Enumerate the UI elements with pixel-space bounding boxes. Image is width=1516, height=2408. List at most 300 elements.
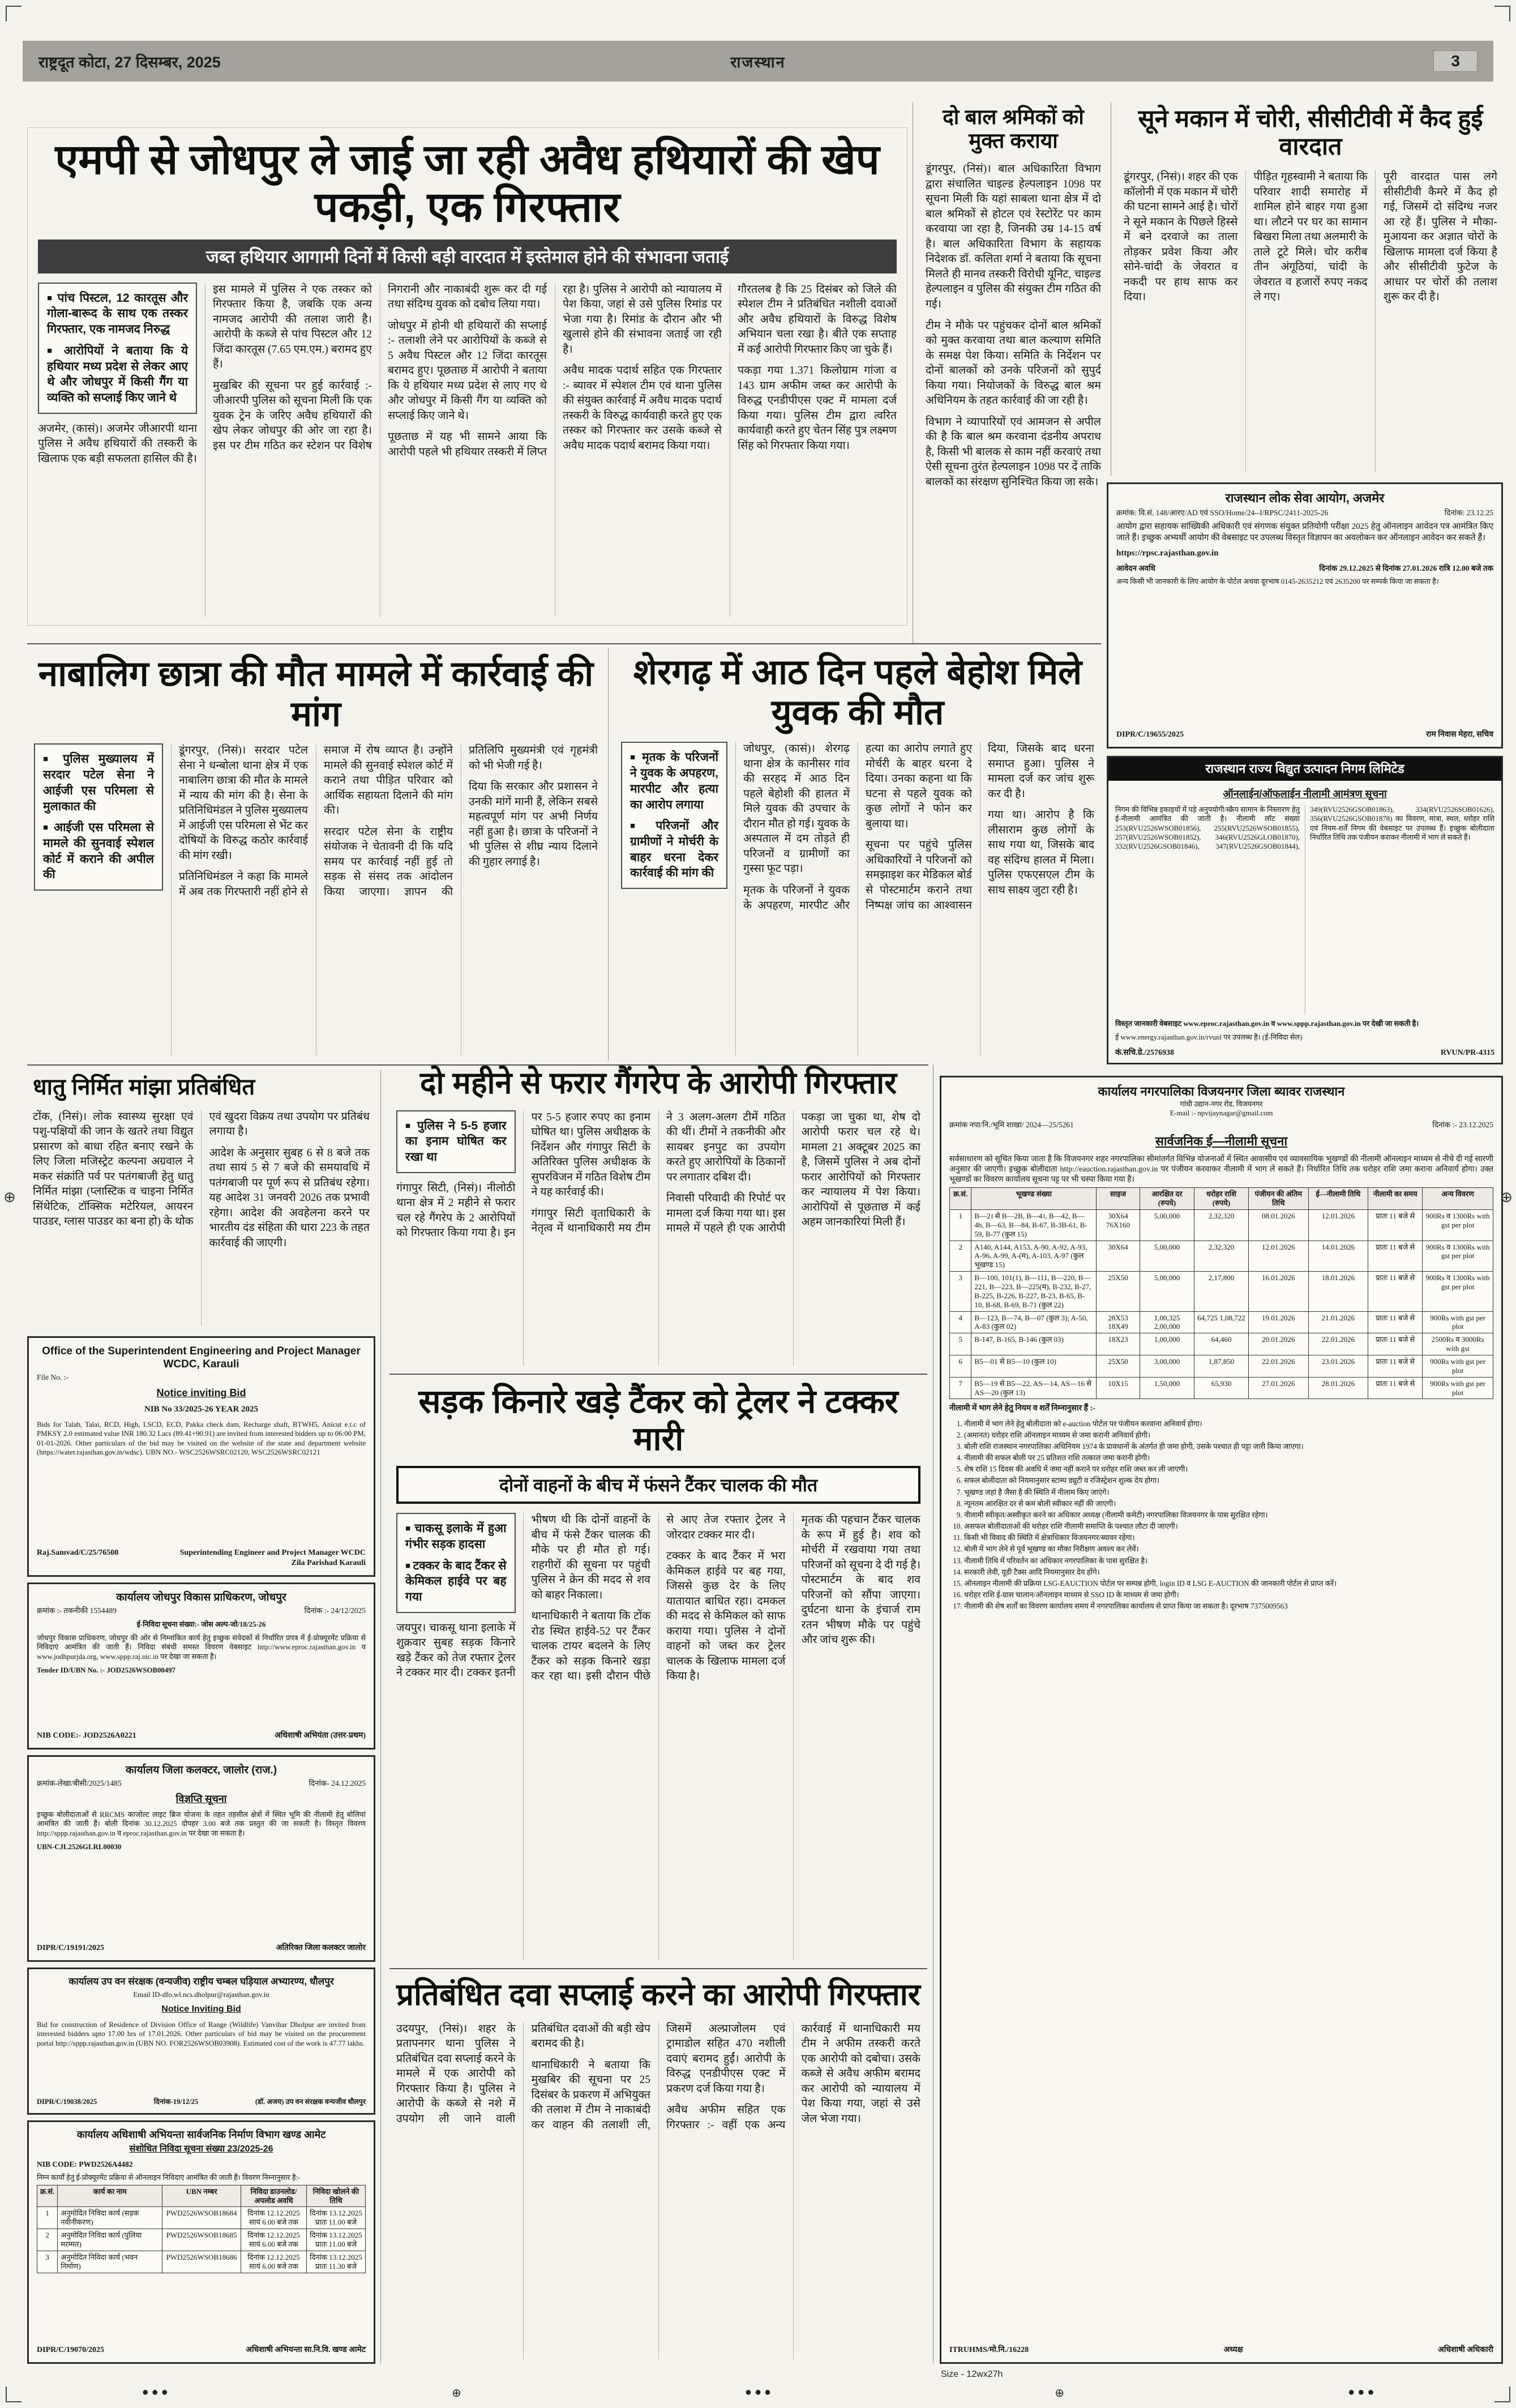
headline-tanker: सड़क किनारे खड़े टैंकर को ट्रेलर ने टक्कर मारी [418, 1383, 898, 1458]
masthead-right [998, 50, 1478, 72]
article-body [38, 283, 897, 617]
table-cell: 19.01.2026 [1248, 1311, 1308, 1333]
table-cell: PWD2526WSOB18686 [162, 2251, 241, 2273]
table-row [950, 1272, 1493, 1311]
highlight-box [396, 1513, 516, 1613]
table-cell: 7 [950, 1377, 971, 1399]
term-item: 7. भूखण्ड जहां है जैसा है की स्थिति में नीलाम किए जाएंगे। [964, 1487, 1493, 1497]
period-label: आवेदन अवधि [1116, 563, 1155, 572]
table-cell: 3 [950, 1272, 971, 1311]
nib-number: NIB CODE:- JOD2526A0221 [37, 1731, 136, 1740]
table-cell: 65,930 [1194, 1377, 1248, 1399]
table-cell: प्रातः 11 बजे से [1368, 1241, 1423, 1272]
signature-right: अधिशाषी अधिकारी [1438, 2345, 1493, 2354]
term-item: 1. नीलामी में भाग लेने हेतु बोलीदाता को e-auction पोर्टल पर पंजीयन करवाना अनिवार्य होगा। [964, 1419, 1493, 1428]
notice-dholpur [27, 1968, 375, 2115]
notice-meta [1116, 508, 1493, 518]
table-cell: 5,00,000 [1140, 1241, 1194, 1272]
notice-header: कार्यालय जिला कलक्टर, जालोर (राज.) [125, 1764, 277, 1776]
bullet-point: ■ टक्कर के बाद टैंकर से केमिकल हाईवे पर बह गया [405, 1558, 507, 1605]
notice-title: संशोधित निविदा सूचना संख्या 23/2025-26 [129, 2144, 273, 2154]
table-cell: प्रातः 11 बजे से [1368, 1355, 1423, 1378]
term-item: 4. नीलामी की सफल बोली पर 25 प्रतिशत राशि तत्काल जमा करानी होगी। [964, 1453, 1493, 1462]
notice-meta [37, 1778, 366, 1789]
article-manjha [27, 1070, 375, 1331]
notice-footer [37, 1940, 366, 1953]
notice-meta [37, 2159, 366, 2170]
table-cell: दिनांक 12.12.2025 सायं 6.00 बजे तक [241, 2229, 307, 2251]
headline-weapons: एमपी से जोधपुर ले जाई जा रही अवैध हथियारों की खेप पकड़ी, एक गिरफ्तार [55, 136, 880, 231]
table-cell: 3,00,000 [1140, 1355, 1194, 1378]
signature: (डॉ. अजय) उप वन संरक्षक वन्यजीव धौलपुर [255, 2097, 366, 2106]
bullet-point: ■ आरोपियों ने बताया कि ये हथियार मध्य प्रदेश से लेकर आए थे और जोधपुर में किसी गैंग या व्यक्ति को सप्लाई किए जाने थे [47, 343, 188, 406]
notice-inner [1108, 781, 1501, 1063]
article-weapons [27, 127, 907, 626]
table-cell: 2,32,320 [1194, 1210, 1248, 1241]
registration-mark: ⊕ [1055, 2387, 1065, 2400]
auction-table [949, 1187, 1493, 1399]
ref-number: क्रमांक :- तकनीकी 1554489 [37, 1606, 117, 1615]
paragraph: पकड़ा गया 1.371 किलोग्राम गांजा व 143 ग्राम अफीम जब्त कर आरोपी के विरुद्ध एनडीपीएस एक्ट में मामला दर्ज किया गया। पुलिस टीम द्वारा त्वरित कार्यवाही करते हुए चेतन सिंह पुत्र लक्ष्मण सिंह को गिरफ्तार किया गया। [738, 365, 897, 452]
paragraph: प्रतिनिधिमंडल ने कहा कि मामले में अब तक गिरफ्तारी नहीं होने से समाज में रोष व्याप्त है। उन्होंने मामले की सुनवाई स्पेशल कोर्ट में कराने तथा पीड़ित परिवार को आर्थिक सहायता दिलाने की मांग की। [179, 745, 453, 898]
table-cell: अनुमोदित निविदा कार्य (भवन निर्माण) [58, 2251, 162, 2273]
table-cell: 5 [950, 1333, 971, 1355]
table-row [950, 1311, 1493, 1333]
table-cell: 900Rs व 1300Rs with gst per plot [1423, 1241, 1493, 1272]
table-cell: 18.01.2026 [1308, 1272, 1368, 1311]
file-number: File No. :- [37, 1373, 68, 1382]
page-number: 3 [1433, 50, 1478, 72]
table-cell: दिनांक 12.12.2025 सायं 6.00 बजे तक [241, 2251, 307, 2273]
paragraph: अवैध मादक पदार्थ सहित एक गिरफ्तार :- ब्यावर में स्पेशल टीम एवं थाना पुलिस की संयुक्त कार्रवाई में अवैध मादक पदार्थ तस्करी के विरुद्ध कार्यवाही करते हुए एक तस्कर को गिरफ्तार कर उसके कब्जे से अवैध मादक पदार्थ बरामद किया गया। [563, 365, 722, 452]
article-body [1124, 170, 1497, 472]
paragraph: निवासी परिवादी की रिपोर्ट पर मामला दर्ज किया गया था। इस मामले में पहले ही एक आरोपी पकड़ा जा चुका था, शेष दो आरोपी फरार चल रहे थे। मामला 21 अक्टूबर 2025 का है, जिसमें पुलिस ने अब दोनों फरार आरोपियों को गिरफ्तार कर न्यायालय में पेश किया। आरोपियों से पूछताछ में कई अहम जानकारियां मिली हैं। [666, 1111, 920, 1235]
table-cell: दिनांक 13.12.2025 प्रातः 11.00 बजे [306, 2207, 365, 2229]
terms-heading: नीलामी में भाग लेने हेतु नियम व शर्तें निम्नानुसार हैं :- [949, 1404, 1095, 1413]
table-cell: 6 [950, 1355, 971, 1378]
notice-title: विज्ञप्ति सूचना [175, 1793, 227, 1804]
bullet-point: ■ पुलिस मुख्यालय में सरदार पटेल सेना ने आईजी एस परिमला से मुलाकात की [43, 751, 154, 814]
subhead-tanker: दोनों वाहनों के बीच में फंसने टैंकर चालक की मौत [396, 1466, 920, 1504]
notice-title: Notice Inviting Bid [161, 2004, 241, 2014]
notice-vijaynagar [940, 1076, 1503, 2364]
ref-number: कं.सचि.ग्रे./2576938 [1115, 1048, 1175, 1057]
nib-number: NIB No 33/2025-26 YEAR 2025 [144, 1405, 259, 1414]
notice-footer [37, 2342, 366, 2355]
email-line: E-mail :- npvijaynagar@gmail.com [1170, 1109, 1273, 1118]
table-row [37, 2207, 366, 2229]
notice-header: कार्यालय नगरपालिका विजयनगर जिला ब्यावर राजस्थान [1098, 1084, 1345, 1098]
notice-footer [37, 1727, 366, 1741]
table-cell: 2,32,320 [1194, 1241, 1248, 1272]
table-cell: 23.01.2026 [1308, 1355, 1368, 1378]
portal-url: https://rpsc.rajasthan.gov.in [1116, 549, 1219, 558]
column-header: UBN नम्बर [162, 2185, 241, 2207]
signature: Superintending Engineer and Project Manager WCDC Zila Parishad Karauli [179, 1548, 366, 1567]
notice-body: Bid for construction of Residence of Division Office of Range (Wildlife) Vanvihar Dholpur are invited from interested bidders upto 17.00 hrs of 17.01.2026. Other particulars of bid may be visited on the procurement portal http://sppp.rajasthan.gov.in (UBN NO. FOR2526WSOB03908). Estimated cost of the work is 47.77 lakhs. [37, 2020, 366, 2047]
table-cell: 30X64 76X160 [1097, 1210, 1140, 1241]
notice-date: दिनांक :- 23.12.2025 [1432, 1120, 1493, 1129]
table-cell: 64,725 1,08,722 [1194, 1311, 1248, 1333]
column-header: आरक्षित दर (रुपये) [1140, 1188, 1194, 1210]
headline-gangrape: दो महीने से फरार गैंगरेप के आरोपी गिरफ्तार [419, 1066, 897, 1100]
table-header-row [950, 1188, 1493, 1210]
signature: अधिशाषी अभियंता (उत्तर-प्रथम) [274, 1731, 366, 1740]
notice-body: निगम की विभिन्न इकाइयों में पड़े अनुपयोगी/स्क्रैप सामान के निस्तारण हेतु ई-नीलामी आमंत्रित की जाती है। नीलामी लॉट संख्या 253(RVU2526WSOB01856), 255(RVU2526WSOB01855), 257(RVU2526WSOB01852), 346(RVU2526GLOB01870), 332(RVU2526GSOB01846), 347(RVU2526GSOB01844), 349(RVU2526GSOB01863), 334(RVU2526SOB01626), 356(RVU2526GSOB01878) का विवरण, मात्रा, स्थल, धरोहर राशि एवं नियम-शर्तें निगम की वेबसाइट पर उपलब्ध हैं। इच्छुक बोलीदाता निर्धारित तिथि तक पंजीयन कराकर नीलामी में भाग ले सकते हैं। [1115, 805, 1494, 851]
table-cell: दिनांक 12.12.2025 सायं 6.00 बजे तक [241, 2207, 307, 2229]
notice-meta [37, 1372, 366, 1383]
table-row [950, 1210, 1493, 1241]
term-item: 16. धरोहर राशि ई-ग्रास चालान/ऑनलाइन माध्यम से SSO ID के माध्यम से जमा होगी। [964, 1590, 1493, 1599]
registration-mark: ⊕ [3, 1189, 16, 1205]
paragraph: गंगापुर सिटी वृताधिकारी के नेतृत्व में थानाधिकारी मय टीम ने 3 अलग-अलग टीमें गठित की थीं। टीमों ने तकनीकी और सायबर इनपुट का उपयोग करते हुए आरोपियों के ठिकानों पर लगातार दबिश दी। [531, 1111, 786, 1235]
masthead-region: राजस्थान [730, 53, 786, 71]
table-cell: 5,00,000 [1140, 1272, 1194, 1311]
table-cell: 1 [37, 2207, 58, 2229]
column-header: धरोहर राशि (रुपये) [1194, 1188, 1248, 1210]
column-header: नीलामी का समय [1368, 1188, 1423, 1210]
table-cell: 2500Rs व 3000Rs with gst [1423, 1333, 1493, 1355]
masthead-edition: राष्ट्रदूत कोटा, 27 दिसम्बर, 2025 [38, 53, 221, 71]
table-cell: PWD2526WSOB18684 [162, 2207, 241, 2229]
table-cell: 2 [950, 1241, 971, 1272]
signature: राम निवास मेहरा, सचिव [1426, 730, 1493, 739]
bullet-point: ■ चाकसू इलाके में हुआ गंभीर सड़क हादसा [405, 1521, 507, 1552]
notice-header: राजस्थान लोक सेवा आयोग, अजमेर [1225, 491, 1385, 505]
table-cell: 18X23 [1097, 1333, 1140, 1355]
article-body [621, 742, 1094, 1056]
paragraph: विभाग ने व्यापारियों एवं आमजन से अपील की है कि बाल श्रम करवाना दंडनीय अपराध है, किसी भी बालक से काम नहीं करवाएं तथा ऐसी सूचना तुरंत हेल्पलाइन 1098 पर दें ताकि बालकों का संरक्षण सुनिश्चित किया जा सके। [926, 416, 1101, 488]
headline-child-labour: दो बाल श्रमिकों को मुक्त कराया [943, 105, 1084, 153]
divider [380, 1070, 381, 2364]
table-cell: 5,00,000 [1140, 1210, 1194, 1241]
paragraph: टीम ने मौके पर पहुंचकर दोनों बाल श्रमिकों को मुक्त करवाया तथा बाल कल्याण समिति के समक्ष पेश किया। समिति के निर्देशन पर दोनों बालकों को उनके परिजनों को सुपुर्द किया गया। नियोजकों के विरुद्ध बाल श्रम अधिनियम के तहत कार्रवाई की जा रही है। [926, 319, 1101, 407]
paragraph: पूरी वारदात पास लगे सीसीटीवी कैमरे में कैद हो गई, जिसमें दो संदिग्ध नजर आ रहे हैं। पुलिस ने मौका-मुआयना कर अज्ञात चोरों के खिलाफ मामला दर्ज किया है और सीसीटीवी फुटेज के आधार पर चोरों की तलाश शुरू कर दी है। [1383, 171, 1497, 303]
headline-minor-death: नाबालिग छात्रा की मौत मामले में कार्रवाई की मांग [38, 655, 594, 734]
table-cell: दिनांक 13.12.2025 प्रातः 11.00 बजे [306, 2229, 365, 2251]
notice-date: दिनांक- 24.12.2025 [309, 1779, 366, 1788]
bullet-point: ■ पांच पिस्टल, 12 कारतूस और गोला-बारूद के साथ एक तस्कर गिरफ्तार, एक नामजद निरुद्ध [47, 290, 188, 337]
table-cell: 22.01.2026 [1248, 1355, 1308, 1378]
crop-mark [1494, 6, 1510, 22]
table-cell: 2 [37, 2229, 58, 2251]
registration-mark: ⊕ [451, 2387, 461, 2400]
paragraph: मुखबिर की सूचना पर हुई कार्रवाई :- जीआरपी पुलिस को सूचना मिली कि एक युवक ट्रेन के जरिए अवैध हथियारों की खेप लेकर जोधपुर की ओर जा रहा है। इस पर टीम गठित कर स्टेशन पर विशेष निगरानी और नाकाबंदी शुरू कर दी गई तथा संदिग्ध युवक को दबोच लिया गया। [213, 283, 547, 452]
notice-body: आयोग द्वारा सहायक सांख्यिकी अधिकारी एवं संगणक संयुक्त प्रतियोगी परीक्षा 2025 हेतु ऑनलाइन आवेदन पत्र आमंत्रित किए जाते हैं। इच्छुक अभ्यर्थी आयोग की वेबसाइट पर उपलब्ध विस्तृत विज्ञापन का अवलोकन कर ऑनलाइन आवेदन कर सकते हैं। [1116, 522, 1493, 542]
table-cell: दिनांक 13.12.2025 प्रातः 11.30 बजे [306, 2251, 365, 2273]
dipr-number: DIPR/C/19070/2025 [37, 2345, 104, 2354]
notice-body: इच्छुक बोलीदाताओं से RRCMS काजोल्ट लाइट ब्रिज योजना के तहत तहसील क्षेत्रों में स्थित भूमि की नीलामी हेतु बोलियां आमंत्रित की जाती हैं। बोली दिनांक 30.12.2025 दोपहर 3.00 बजे तक प्रस्तुत की जा सकती है। विस्तृत विवरण http://sppp.rajasthan.gov.in व eproc.rajasthan.gov.in पर देखा जा सकता है। [37, 1811, 366, 1837]
article-minor-death [27, 650, 605, 1060]
notice-header: कार्यालय अधिशाषी अभियन्ता सार्वजनिक निर्माण विभाग खण्ड आमेट [76, 2129, 326, 2140]
table-cell: प्रातः 11 बजे से [1368, 1333, 1423, 1355]
paragraph: आदेश के अनुसार सुबह 6 से 8 बजे तक तथा सायं 5 से 7 बजे की समयावधि में पतंगबाजी पर पूर्ण रूप से प्रतिबंध रहेगा। यह आदेश 31 जनवरी 2026 तक प्रभावी रहेगा। आदेश की अवहेलना करने पर भारतीय दंड संहिता की धारा 223 के तहत कार्रवाई की जाएगी। [209, 1147, 370, 1249]
term-item: 11. किसी भी विवाद की स्थिति में क्षेत्राधिकार विजयनगर/ब्यावर रहेगा। [964, 1533, 1493, 1542]
dot-marks: ● ● ● [744, 2386, 772, 2398]
terms-list [949, 1419, 1493, 1613]
paragraph: टक्कर के बाद टैंकर में भरा केमिकल हाईवे पर बह गया, जिससे कुछ देर के लिए यातायात बाधित रहा। दमकल की मदद से केमिकल को साफ कराया गया। पुलिस ने दोनों वाहनों को जब्त कर ट्रेलर चालक के खिलाफ मामला दर्ज किया है। [666, 1550, 786, 1683]
term-item: 3. बोली राशि राजस्थान नगरपालिका अधिनियम 1974 के प्रावधानों के अंतर्गत ही जमा होगी, उसके पश्चात ही पट्टा जारी किया जाएगा। [964, 1442, 1493, 1451]
table-cell: 3 [37, 2251, 58, 2273]
notice-footer [37, 1545, 366, 1568]
table-cell: 2,17,800 [1194, 1272, 1248, 1311]
email-line: Email ID-dfo.wl.ncs.dholpur@rajasthan.gov.in [133, 1990, 269, 1999]
table-cell: 1,00,000 [1140, 1333, 1194, 1355]
table-cell: प्रातः 11 बजे से [1368, 1311, 1423, 1333]
bullet-point: ■ पुलिस ने 5-5 हजार का इनाम घोषित कर रखा था [405, 1118, 507, 1165]
paragraph: मृतक की पहचान टैंकर चालक के रूप में हुई है। शव को मोर्चरी में रखवाया गया तथा परिजनों को सूचना दे दी गई है। पोस्टमार्टम के बाद शव परिजनों को सौंपा जाएगा। दुर्घटना थाना के इंचार्ज राम रतन भीषण मौके पर पहुंचे और जांच शुरू की। [801, 1514, 920, 1646]
tender-table [37, 2185, 366, 2273]
bullet-point: ■ आईजी एस परिमला से मामले की सुनवाई स्पेशल कोर्ट में कराने की अपील की [43, 820, 154, 883]
table-row [950, 1333, 1493, 1355]
table-cell: 900Rs व 1300Rs with gst per plot [1423, 1210, 1493, 1241]
notice-intro: सर्वसाधारण को सूचित किया जाता है कि विजयनगर शहर नगरपालिका सीमांतर्गत विभिन्न योजनाओं में स्थित आवासीय एवं व्यावसायिक भूखण्डों की नीलामी ऑनलाइन माध्यम से नीचे दी गई सारणी अनुसार की जाएगी। इच्छुक बोलीदाता http://eauction.rajasthan.gov.in पर पंजीयन करवाकर नीलामी में भाग ले सकते हैं। निर्धारित तिथि तक धरोहर राशि जमा कराना अनिवार्य होगा। उक्त भूखण्डों का विवरण कार्यालय सूचना पट्ट पर भी चस्पा किया गया है। [949, 1154, 1493, 1184]
ref-number: ITRUHMS/मो.नि./16228 [949, 2345, 1029, 2354]
column-header: साइज [1097, 1188, 1140, 1210]
paragraph: डूंगरपुर, (निसं)। शहर की एक कॉलोनी में एक मकान में चोरी की घटना सामने आई है। चोरों ने सूने मकान के पिछले हिस्से में बने दरवाजे का ताला तोड़कर प्रवेश किया और सोने-चांदी के जेवरात व नकदी पर हाथ साफ कर दिया। [1124, 171, 1238, 303]
table-cell: 12.01.2026 [1248, 1241, 1308, 1272]
table-cell: 900Rs with gst per plot [1423, 1355, 1493, 1378]
paragraph: अजमेर, (कासं)। अजमेर जीआरपी थाना पुलिस ने अवैध हथियारों की तस्करी के खिलाफ एक बड़ी सफलता हासिल की है। इस मामले में पुलिस ने एक तस्कर को गिरफ्तार किया है, जबकि एक अन्य नामजद आरोपी की तलाश जारी है। आरोपी के कब्जे से पांच पिस्टल और 12 जिंदा कारतूस (7.65 एम.एम.) बरामद हुए हैं। [38, 283, 372, 465]
ref-number: क्रमांक-लेखा/बीसी/2025/1485 [37, 1779, 122, 1788]
dipr-number: DIPR/C/19191/2025 [37, 1943, 104, 1952]
website-line: ई www.energy.rajasthan.gov.in/rvunl पर उपलब्ध है। (ई-निविदा सेल) [1115, 1033, 1303, 1042]
paragraph: पूछताछ में यह भी सामने आया कि आरोपी पहले भी हथियार तस्करी में लिप्त रहा है। पुलिस ने आरोपी को न्यायालय में पेश किया, जहां से उसे पुलिस रिमांड पर भेजा गया है। रिमांड के दौरान और भी खुलासे होने की संभावना जताई जा रही है। [388, 283, 722, 458]
notice-footer [1115, 1045, 1494, 1058]
divider [27, 643, 1101, 644]
table-cell: 28X53 18X49 [1097, 1311, 1140, 1333]
ref-number: Raj.Samvad/C/25/76508 [37, 1548, 119, 1557]
table-cell: B5—19 से B5—22, AS—14, AS—16 से AS—20 (कुल 13) [971, 1377, 1097, 1399]
divider [389, 1374, 927, 1375]
paragraph: गौरतलब है कि 25 दिसंबर को जिले की स्पेशल टीम ने प्रतिबंधित नशीली दवाओं और अवैध हथियारों के विरुद्ध विशेष अभियान चला रखा है। बीते एक सप्ताह में कई आरोपी गिरफ्तार किए जा चुके हैं। [738, 283, 897, 356]
notice-jalore [27, 1755, 375, 1962]
column-header: क्र.सं. [950, 1188, 971, 1210]
paragraph: डूंगरपुर, (निसं)। बाल अधिकारिता विभाग द्वारा संचालित चाइल्ड हेल्पलाइन 1098 पर सूचना मिली कि यहां साबला थाना क्षेत्र में दो बाल श्रमिकों से होटल एवं रेस्टोरेंट पर काम करवाया जा रहा है, जिनकी उम्र 14-15 वर्ष है। बाल अधिकारिता विभाग के सहायक निदेशक डॉ. कलिता शर्मा ने बताया कि सूचना मिलते ही मानव तस्करी विरोधी यूनिट, चाइल्ड हेल्पलाइन व पुलिस की संयुक्त टीम गठित की गई। [926, 163, 1101, 310]
dipr-number: DIPR/C/19655/2025 [1116, 730, 1184, 739]
divider [27, 1064, 928, 1066]
notice-meta [949, 1120, 1493, 1130]
table-cell: प्रातः 11 बजे से [1368, 1272, 1423, 1311]
table-row [950, 1241, 1493, 1272]
table-cell: B5—01 से B5—10 (कुल 10) [971, 1355, 1097, 1378]
tender-number: ई-निविदा सूचना संख्या:- जोस अल्प-जो/18/25-26 [136, 1620, 266, 1628]
paragraph: सूचना पर पहुंचे पुलिस अधिकारियों ने परिजनों को समझाइश कर मेडिकल बोर्ड से पोस्टमार्टम कराने तथा निष्पक्ष जांच का आश्वासन दिया, जिसके बाद धरना समाप्त हुआ। पुलिस ने मामला दर्ज कर जांच शुरू कर दी है। [866, 743, 1094, 912]
notice-footer [37, 2094, 366, 2106]
table-cell: A140, A144, A153, A-90, A-92, A-93, A-96, A-99, A-(म), A-103, A-97 (कुल भूखण्ड 15) [971, 1241, 1097, 1272]
article-gangrape [389, 1062, 927, 1370]
term-item: 2. (अमानत) धरोहर राशि ऑनलाइन माध्यम से जमा करानी अनिवार्य होगी। [964, 1430, 1493, 1440]
highlight-box [396, 1110, 516, 1173]
highlight-box [38, 283, 197, 414]
table-cell: B-147, B-165, B-146 (कुल 03) [971, 1333, 1097, 1355]
paragraph: जयपुर। चाकसू थाना इलाके में शुक्रवार सुबह सड़क किनारे खड़े टैंकर को तेज रफ्तार ट्रेलर ने टक्कर मार दी। टक्कर इतनी भीषण थी कि दोनों वाहनों के बीच में फंसे टैंकर चालक की मौके पर ही मौत हो गई। राहगीरों की सूचना पर पहुंची पुलिस ने क्रेन की मदद से शव को बाहर निकाला। [396, 1514, 650, 1679]
paragraph: उदयपुर, (निसं)। शहर के प्रतापनगर थाना पुलिस ने प्रतिबंधित दवा सप्लाई करने के मामले में एक आरोपी को गिरफ्तार किया है। पुलिस ने आरोपी के कब्जे से नशे में उपयोग ली जाने वाली प्रतिबंधित दवाओं की बड़ी खेप बरामद की है। [396, 2022, 650, 2125]
paragraph: अवैध अफीम सहित एक गिरफ्तार :- वहीं एक अन्य कार्रवाई में थानाधिकारी मय टीम ने अफीम तस्करी करते एक आरोपी को दबोचा। उसके कब्जे से अवैध अफीम बरामद कर आरोपी को न्यायालय में पेश किया गया, जहां से उसे जेल भेजा गया। [666, 2022, 920, 2131]
notice-footer [1116, 726, 1493, 740]
subhead-weapons: जब्त हथियार आगामी दिनों में किसी बड़ी वारदात में इस्तेमाल होने की संभावना जताई [38, 239, 897, 273]
bullet-point: ■ परिजनों और ग्रामीणों ने मोर्चरी के बाहर धरना देकर कार्रवाई की मांग की [630, 818, 718, 881]
headline-manjha: धातु निर्मित मांझा प्रतिबंधित [33, 1075, 255, 1100]
paragraph: सरदार पटेल सेना के राष्ट्रीय संयोजक ने चेतावनी दी कि यदि समय पर कार्रवाई नहीं हुई तो सड़क से संसद तक आंदोलन किया जाएगा। ज्ञापन की प्रतिलिपि मुख्यमंत्री एवं गृहमंत्री को भी भेजी गई है। [324, 745, 598, 898]
table-cell: 1,50,000 [1140, 1377, 1194, 1399]
paragraph: टोंक, (निसं)। लोक स्वास्थ्य सुरक्षा एवं पशु-पक्षियों की जान के खतरे तथा विद्युत प्रसारण को बाधा रहित बनाए रखने के लिए जिला मजिस्ट्रेट कल्पना अग्रवाल ने मकर संक्रांति पर्व पर पतंगबाजी हेतु धातु निर्मित मांझा (प्लास्टिक व चाइना निर्मित सिंथेटिक, टॉक्सिक मटेरियल, आयरन पाउडर, ग्लास पाउडर का बना हो) के थोक एवं खुदरा विक्रय तथा उपयोग पर प्रतिबंध लगाया है। [33, 1110, 370, 1228]
table-cell: 22.01.2026 [1308, 1333, 1368, 1355]
term-item: 6. सफल बोलीदाता को नियमानुसार स्टाम्प ड्यूटी व रजिस्ट्रेशन शुल्क देय होगा। [964, 1475, 1493, 1485]
notice-meta [37, 1606, 366, 1616]
column-header: अन्य विवरण [1423, 1188, 1493, 1210]
table-cell: 28.01.2026 [1308, 1377, 1368, 1399]
table-cell: 12.01.2026 [1308, 1210, 1368, 1241]
article-body [926, 162, 1101, 641]
table-cell: 64,460 [1194, 1333, 1248, 1355]
table-row [37, 2229, 366, 2251]
office-address: गांधी उद्यान-नगर रोड, विजयनगर [1180, 1100, 1263, 1108]
term-item: 12. बोली में भाग लेने से पूर्व भूखण्ड का मौका निरीक्षण अवश्य कर लेवें। [964, 1544, 1493, 1554]
nib-number: NIB CODE: PWD2526A4482 [37, 2159, 133, 2169]
table-header-row [37, 2185, 366, 2207]
notice-jda-jodhpur [27, 1582, 375, 1750]
term-item: 10. असफल बोलीदाताओं की धरोहर राशि नीलामी समाप्ति के पश्चात लौटा दी जाएगी। [964, 1521, 1493, 1531]
dipr-number: DIPR/C/19038/2025 [37, 2097, 97, 2106]
paragraph: डूंगरपुर, (निसं)। सरदार पटेल सेना ने धन्बोला थाना क्षेत्र में एक नाबालिग छात्रा की मौत के मामले में न्याय की मांग की है। सेना के प्रतिनिधिमंडल ने पुलिस मुख्यालय में आईजी एस परिमला से भेंट कर दोषियों के विरुद्ध कठोर कार्रवाई की मांग रखी। [179, 745, 308, 862]
paragraph: गंगापुर सिटी, (निसं)। नीलोठी थाना क्षेत्र में 2 महीने से फरार चल रहे गैंगरेप के 2 आरोपियों को गिरफ्तार किया गया है। इन पर 5-5 हजार रुपए का इनाम घोषित था। पुलिस अधीक्षक के निर्देशन और गंगापुर सिटी के अतिरिक्त पुलिस अधीक्षक के सुपरविजन में गठित विशेष टीम ने यह कार्रवाई की। [396, 1111, 650, 1239]
term-item: 15. ऑनलाइन नीलामी की प्रक्रिया LSG-EAUCTION पोर्टल पर सम्पन्न होगी, login ID व LSG E-AUCTION की जानकारी पोर्टल से प्राप्त करें। [964, 1579, 1493, 1588]
table-cell: 4 [950, 1311, 971, 1333]
registration-mark: ⊕ [1500, 1189, 1513, 1205]
table-cell: प्रातः 11 बजे से [1368, 1210, 1423, 1241]
ref-number: क्रमांक: वि.सं. 148/आरए/AD एवं SSO/Home/24--I/RPSC/2411-2025-26 [1116, 508, 1329, 517]
bullet-point: ■ मृतक के परिजनों ने युवक के अपहरण, मारपीट और हत्या का आरोप लगाया [630, 750, 718, 812]
notice-header: Office of the Superintendent Engineering and Project Manager WCDC, Karauli [42, 1345, 361, 1371]
table-cell: B—123, B—74, B—07 (कुल 3); A-50, A-83 (कुल 02) [971, 1311, 1097, 1333]
table-cell: 21.01.2026 [1308, 1311, 1368, 1333]
term-item: 13. नीलामी तिथि में परिवर्तन का अधिकार नगरपालिका के पास सुरक्षित है। [964, 1556, 1493, 1566]
pr-number: RVUN/PR-4315 [1440, 1048, 1494, 1057]
highlight-box [621, 742, 727, 889]
article-body [33, 1110, 370, 1326]
dot-marks: ● ● ● [142, 2386, 168, 2398]
notice-wcdc-karauli [27, 1336, 375, 1577]
table-cell: 14.01.2026 [1308, 1241, 1368, 1272]
paragraph: मृतक के परिजनों ने युवक के अपहरण, मारपीट और हत्या का आरोप लगाते हुए मोर्चरी के बाहर धरना दे दिया। उनका कहना था कि घटना से पहले युवक को कुछ लोगों ने फोन कर बुलाया था। [743, 743, 972, 912]
signature-left: अध्यक्ष [1223, 2345, 1243, 2354]
article-body [396, 2022, 920, 2359]
printer-marks [0, 2386, 1516, 2400]
column-header: पंजीयन की अंतिम तिथि [1248, 1188, 1308, 1210]
crop-mark [6, 6, 22, 22]
ref-number: क्रमांक नपा/नि./भूमि शाखा/ 2024—25/5261 [949, 1120, 1074, 1129]
masthead [23, 41, 1493, 82]
table-cell: 08.01.2026 [1248, 1210, 1308, 1241]
table-cell: 25X50 [1097, 1355, 1140, 1378]
tender-id: Tender ID/UBN No. :- JOD2526WSOB00497 [37, 1666, 175, 1675]
notice-body: जोधपुर विकास प्राधिकरण, जोधपुर की ओर से निम्नांकित कार्य हेतु इच्छुक संवेदकों से निर्धारित प्रपत्र में ई-प्रोक्यूरमेंट प्रक्रिया से निविदाएं आमंत्रित की जाती हैं। निविदा संबंधी समस्त विवरण वेबसाइट http://www.eproc.rajasthan.gov.in व www.jodhpurjda.org, www.sppp.raj.nic.in पर देखा जा सकता है। [37, 1634, 366, 1661]
table-cell: PWD2526WSOB18685 [162, 2229, 241, 2251]
notice-note: अन्य किसी भी जानकारी के लिए आयोग के पोर्टल अथवा दूरभाष 0145-2635212 एवं 2635200 पर सम्पर्क किया जा सकता है। [1116, 578, 1439, 586]
article-dava [389, 1973, 927, 2364]
application-period [1116, 563, 1493, 574]
table-cell: 1,00,325 2,00,000 [1140, 1311, 1194, 1333]
paragraph: गया था। आरोप है कि लीसाराम कुछ लोगों के साथ गया था, जिसके बाद वह संदिग्ध हालत में मिला। पुलिस एफएसएल टीम के साथ साक्ष्य जुटा रही है। [988, 809, 1094, 896]
paragraph: दिया कि सरकार और प्रशासन ने उनकी मांगें मानी हैं, लेकिन सबसे महत्वपूर्ण मांग पर अभी निर्णय नहीं हुआ है। छात्रा के परिजनों ने भी पुलिस से शीघ्र न्याय दिलाने की गुहार लगाई है। [469, 781, 598, 868]
table-cell: 30X64 [1097, 1241, 1140, 1272]
table-cell: 1,87,850 [1194, 1355, 1248, 1378]
table-cell: 900Rs with gst per plot [1423, 1377, 1493, 1399]
table-row [950, 1355, 1493, 1378]
table-cell: प्रातः 11 बजे से [1368, 1377, 1423, 1399]
notice-date: दिनांक: 23.12.25 [1444, 508, 1493, 517]
headline-dava: प्रतिबंधित दवा सप्लाई करने का आरोपी गिरफ्तार [396, 1978, 920, 2012]
article-theft [1118, 102, 1503, 476]
table-cell: 1 [950, 1210, 971, 1241]
notice-header: कार्यालय उप वन संरक्षक (वन्यजीव) राष्ट्रीय चम्बल घड़ियाल अभ्यारण्य, धौलपुर [68, 1976, 334, 1987]
term-item: 14. सरकारी लेवी, यूडी टैक्स आदि नियमानुसार देय होंगे। [964, 1567, 1493, 1577]
notice-date: दिनांक :- 24/12/2025 [304, 1606, 366, 1615]
table-cell: 16.01.2026 [1248, 1272, 1308, 1311]
table-cell: 27.01.2026 [1248, 1377, 1308, 1399]
notice-subheader: ऑनलाईन/ऑफलाईन नीलामी आमंत्रण सूचना [1223, 788, 1387, 799]
period-value: दिनांक 29.12.2025 से दिनांक 27.01.2026 रात्रि 12.00 बजे तक [1319, 563, 1493, 572]
table-cell: 20.01.2026 [1248, 1333, 1308, 1355]
table-row [950, 1377, 1493, 1399]
divider [389, 1968, 927, 1969]
table-cell: 900Rs व 1300Rs with gst per plot [1423, 1272, 1493, 1311]
paragraph: थानाधिकारी ने बताया कि टोंक रोड स्थित हाईवे-52 पर टैंकर चालक टायर बदलने के लिए टैंकर को सड़क किनारे खड़ा कर रहा था। इसी दौरान पीछे से आए तेज रफ्तार ट्रेलर ने जोरदार टक्कर मार दी। [531, 1514, 786, 1683]
column-header: क्र.सं. [37, 2185, 58, 2207]
paragraph: जोधपुर, (कासं)। शेरगढ़ थाना क्षेत्र के कानीसर गांव की सरहद में आठ दिन पहले बेहोशी की हालत में मिले युवक की उपचार के दौरान मौत हो गई। युवक के अस्पताल में दम तोड़ते ही परिजनों व ग्रामीणों का गुस्सा फूट पड़ा। [743, 743, 850, 875]
article-tanker [389, 1379, 927, 1965]
notice-body: Bids for Talab, Talai, RCD, High, LSCD, ECD, Pakka check dam, Recharge shaft, BTWH5, Anicut e.t.c of PMKSY 2.0 estimated value INR 180.32 Lacs (89.41+90.91) are invited from interested bidders up to 06:00 PM, 01-01-2026. Other particulars of the bid may be visited on the website of the state and department website (https://water.rajasthan.gov.in/wdsc). UBN NO.- WSC2526WSRC02120, WSC2526WSRC02121 [37, 1420, 366, 1456]
table-cell: 25X50 [1097, 1272, 1140, 1311]
article-body [396, 1110, 920, 1366]
paragraph: थानाधिकारी ने बताया कि मुखबिर की सूचना पर 25 दिसंबर के प्रकरण में अभियुक्त की तलाश में टीम ने नाकाबंदी कर वाहन की तलाशी ली, जिसमें अल्प्राजोलम एवं ट्रामाडोल सहित 470 नशीली दवाएं बरामद हुईं। आरोपी के विरुद्ध एनडीपीएस एक्ट में प्रकरण दर्ज किया गया है। [531, 2022, 786, 2131]
notice-footer [949, 2342, 1493, 2355]
notice-rpsc [1107, 482, 1503, 749]
divider [608, 648, 609, 1060]
notice-title: सार्वजनिक ई—नीलामी सूचना [1155, 1134, 1288, 1149]
headline-theft: सूने मकान में चोरी, सीसीटीवी में कैद हुई वारदात [1138, 105, 1483, 161]
highlight-box [34, 743, 163, 891]
table-row [37, 2251, 366, 2273]
ubn-number: UBN-CJL2526GLRL00030 [37, 1843, 122, 1851]
term-item: 9. नीलामी स्वीकृत/अस्वीकृत करने का अधिकार अध्यक्ष (नीलामी कमेटी) नगरपालिका विजयनगर के पास सुरक्षित रहेगा। [964, 1510, 1493, 1520]
dot-marks: ● ● ● [1348, 2386, 1374, 2398]
column-header: निविदा खोलने की तिथि [306, 2185, 365, 2207]
notice-rvunl [1107, 756, 1503, 1064]
notice-amet [27, 2120, 375, 2364]
column-header: कार्य का नाम [58, 2185, 162, 2207]
term-item: 17. नीलामी की शेष शर्तों का विवरण कार्यालय समय में नगरपालिका कार्यालय से प्राप्त किया जा सकता है। दूरभाष 7375009563 [964, 1601, 1493, 1611]
column-header: ई—नीलामी तिथि [1308, 1188, 1368, 1210]
table-cell: अनुमोदित निविदा कार्य (पुलिया मरम्मत) [58, 2229, 162, 2251]
term-item: 8. न्यूनतम आरक्षित दर से कम बोली स्वीकार नहीं की जाएगी। [964, 1499, 1493, 1508]
headline-shergarh: शेरगढ़ में आठ दिन पहले बेहोश मिले युवक की मौत [633, 653, 1082, 732]
table-cell: B—2। से B—2B, B—4।, B—42, B—4b, B—63, B—84, B-67, B-3B-61, B-59, B-77 (कुल 15) [971, 1210, 1097, 1241]
size-note: Size - 12wx27h [941, 2369, 1003, 2379]
notice-title: Notice inviting Bid [156, 1387, 246, 1398]
paragraph: पीड़ित गृहस्वामी ने बताया कि परिवार शादी समारोह में शामिल होने बाहर गया हुआ था। लौटने पर घर का सामान बिखरा मिला तथा अलमारी के ताले टूटे मिले। चोर करीब तीन अंगूठियां, चांदी के जेवरात व हजारों रुपए नकद ले गए। [1253, 171, 1368, 303]
signature: अधिशाषी अभियन्ता सा.नि.वि. खण्ड आमेट [246, 2345, 366, 2354]
column-header: भूखण्ड संख्या [971, 1188, 1097, 1210]
signature: अतिरिक्त जिला कलक्टर जालोर [276, 1943, 366, 1952]
notice-date: दिनांक-19/12/25 [153, 2097, 199, 2106]
article-shergarh [614, 648, 1101, 1060]
notice-header: राजस्थान राज्य विद्युत उत्पादन निगम लिमिटेड [1108, 758, 1501, 781]
column-header: निविदा डाउनलोड/अपलोड अवधि [241, 2185, 307, 2207]
table-cell: B—100, 101(1), B—111, B—220, B—221, B—223, B—225(म), B-232, B-27, B-225, B-226, B-227, B-23, B-65, B-10, B-68, B-69, B-71 (कुल 22) [971, 1272, 1097, 1311]
notice-footer-line: विस्तृत जानकारी वेबसाइट www.eproc.rajasthan.gov.in व www.sppp.rajasthan.gov.in पर देखी जा सकती है। [1115, 1020, 1419, 1028]
